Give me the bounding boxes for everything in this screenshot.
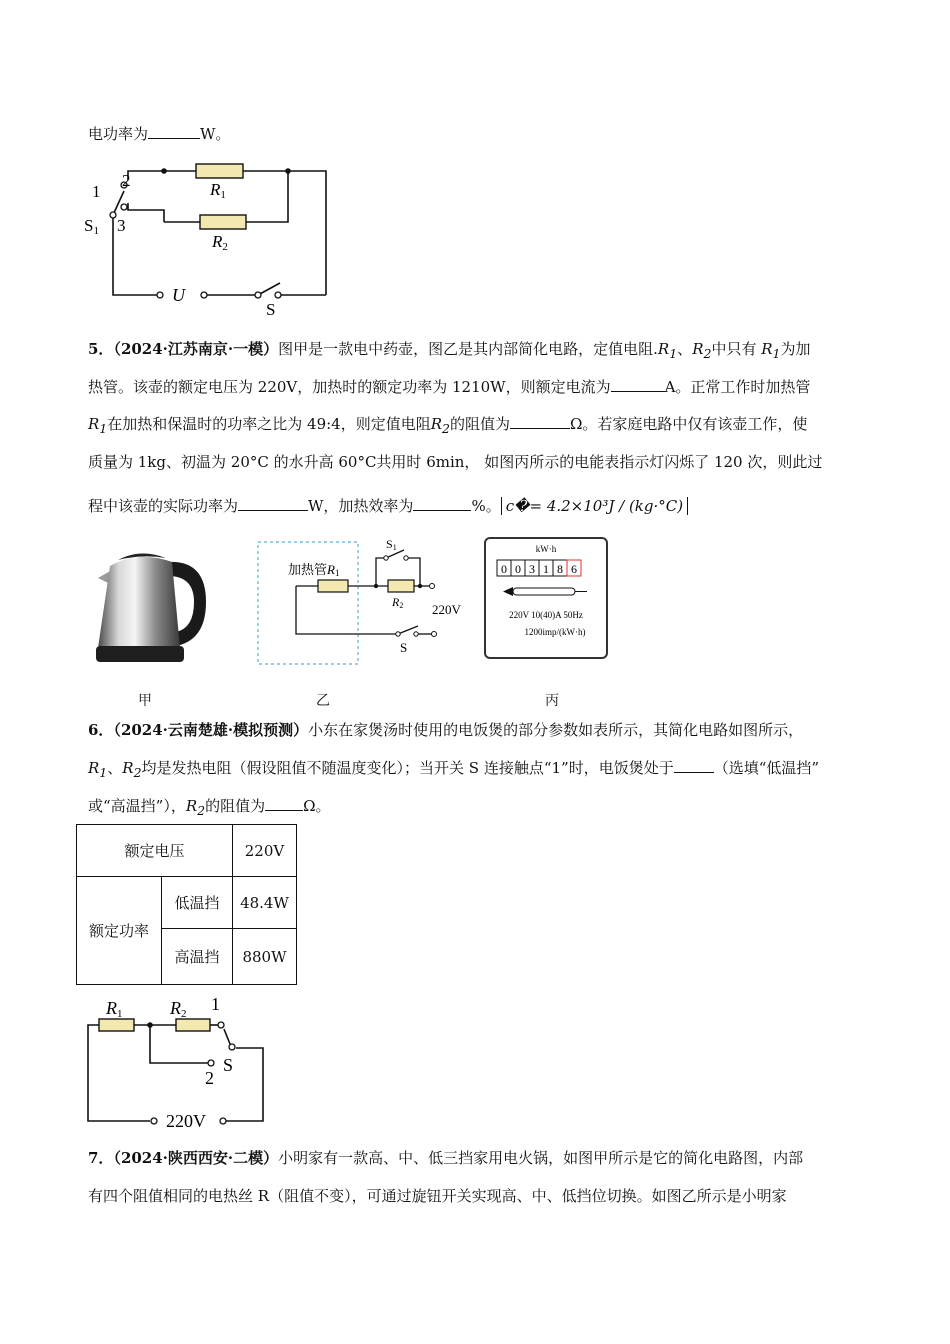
caption-b: 乙 [316, 693, 330, 709]
switch-s1-label: S1 [84, 216, 99, 237]
cell-rated-power: 额定功率 [77, 877, 162, 985]
cell-high-power: 880W [233, 929, 297, 985]
parameter-table [76, 824, 297, 985]
q5-line-4: 质量为 1kg、初温为 20°C 的水升高 60°C共用时 6min， 如图丙所示的电能表指示灯闪烁了 120 次，则此过 [88, 453, 823, 471]
cell-rated-voltage: 额定电压 [77, 825, 233, 877]
meter-unit: kW·h [535, 544, 557, 554]
q5-line-2: 热管。该壶的额定电压为 220V，加热时的额定功率为 1210W，则额定电流为 A。正常工作时加热管 [88, 378, 811, 396]
q5-line-3: $R_1$在加热和保温时的功率之比为 49:4，则定值电阻$R_2$的阻值为 Ω。若家庭电路中仅有该壶工作，使 [88, 415, 808, 436]
specific-heat-formula: c�= 4.2×10³J / (kg·°C) [501, 497, 688, 515]
cell-high-gear: 高温挡 [162, 929, 233, 985]
answer-blank[interactable] [674, 758, 714, 773]
q5-line-5: 程中该壶的实际功率为 W，加热效率为 %。 c�= 4.2×10³J / (kg·°C) [88, 496, 688, 516]
q6-line-1: 6．（2024·云南楚雄·模拟预测）小东在家煲汤时使用的电饭煲的部分参数如表所示，其简化电路如图所示， [88, 721, 804, 739]
heater-circuit-diagram [256, 530, 476, 666]
heater-label: 加热管R1 [288, 562, 340, 578]
svg-text:0: 0 [515, 562, 521, 576]
energy-meter [483, 536, 609, 660]
kettle-image [88, 540, 214, 668]
answer-blank[interactable] [148, 124, 200, 139]
terminal-2-label: 2 [205, 1068, 214, 1088]
meter-impulse: 1200imp/(kW·h) [524, 627, 586, 637]
r1-label: R1 [106, 998, 123, 1020]
circuit-diagram-a [80, 155, 340, 320]
terminal-2-label: 2 [122, 171, 131, 190]
meter-spec: 220V 10(40)A 50Hz [509, 610, 583, 620]
terminal-3-label: 3 [117, 216, 126, 235]
s-label: S [400, 640, 408, 655]
q7-line-2: 有四个阻值相同的电热丝 R（阻值不变），可通过旋钮开关实现高、中、低挡位切换。如图乙所示是小明家 [88, 1187, 787, 1205]
resistor-r2 [176, 1019, 210, 1031]
terminal-1-label: 1 [92, 182, 101, 201]
answer-line: 电功率为 W。 [88, 125, 231, 143]
switch-s-label: S [266, 300, 276, 319]
answer-blank[interactable] [265, 796, 303, 811]
circuit-diagram-b [80, 988, 280, 1128]
resistor-r1 [196, 164, 243, 178]
voltage-label: 220V [166, 1111, 206, 1128]
svg-text:1: 1 [543, 562, 549, 576]
voltage-u-label: U [172, 285, 185, 305]
answer-blank[interactable] [611, 377, 665, 392]
answer-blank[interactable] [510, 414, 570, 429]
r2-label: R2 [212, 232, 228, 253]
caption-c: 丙 [545, 693, 559, 709]
q6-line-3: 或“高温挡”），$R_2$的阻值为 Ω。 [88, 797, 331, 818]
answer-blank[interactable] [238, 496, 308, 511]
voltage-label: 220V [432, 602, 461, 617]
switch-s-label: S [223, 1055, 234, 1075]
q7-line-1: 7．（2024·陕西西安·二模）小明家有一款高、中、低三挡家用电火锅，如图甲所示是它的简化电路图，内部 [88, 1149, 804, 1167]
terminal-1-label: 1 [211, 994, 220, 1014]
resistor-r1 [99, 1019, 134, 1031]
svg-text:8: 8 [557, 562, 563, 576]
cell-low-gear: 低温挡 [162, 877, 233, 929]
svg-text:0: 0 [501, 562, 507, 576]
meter-digits [497, 560, 581, 576]
cell-low-power: 48.4W [233, 877, 297, 929]
r1-label: R1 [210, 180, 226, 201]
svg-text:3: 3 [529, 562, 535, 576]
r2-label: R2 [392, 595, 404, 610]
q5-line-1: 5．（2024·江苏南京·一模）图甲是一款电中药壶，图乙是其内部简化电路，定值电阻$.R_1$、$R_2$中只有 $R_1$为加 [88, 340, 811, 361]
s1-label: S1 [386, 537, 397, 552]
r2-label: R2 [170, 998, 187, 1020]
cell-voltage: 220V [233, 825, 297, 877]
answer-blank[interactable] [413, 496, 471, 511]
resistor-r2 [200, 215, 246, 229]
q6-line-2: $R_1$、$R_2$均是发热电阻（假设阻值不随温度变化）；当开关 S 连接触点“1”时，电饭煲处于 （选填“低温挡” [88, 759, 820, 780]
svg-text:6: 6 [571, 562, 577, 576]
caption-a: 甲 [138, 693, 152, 709]
